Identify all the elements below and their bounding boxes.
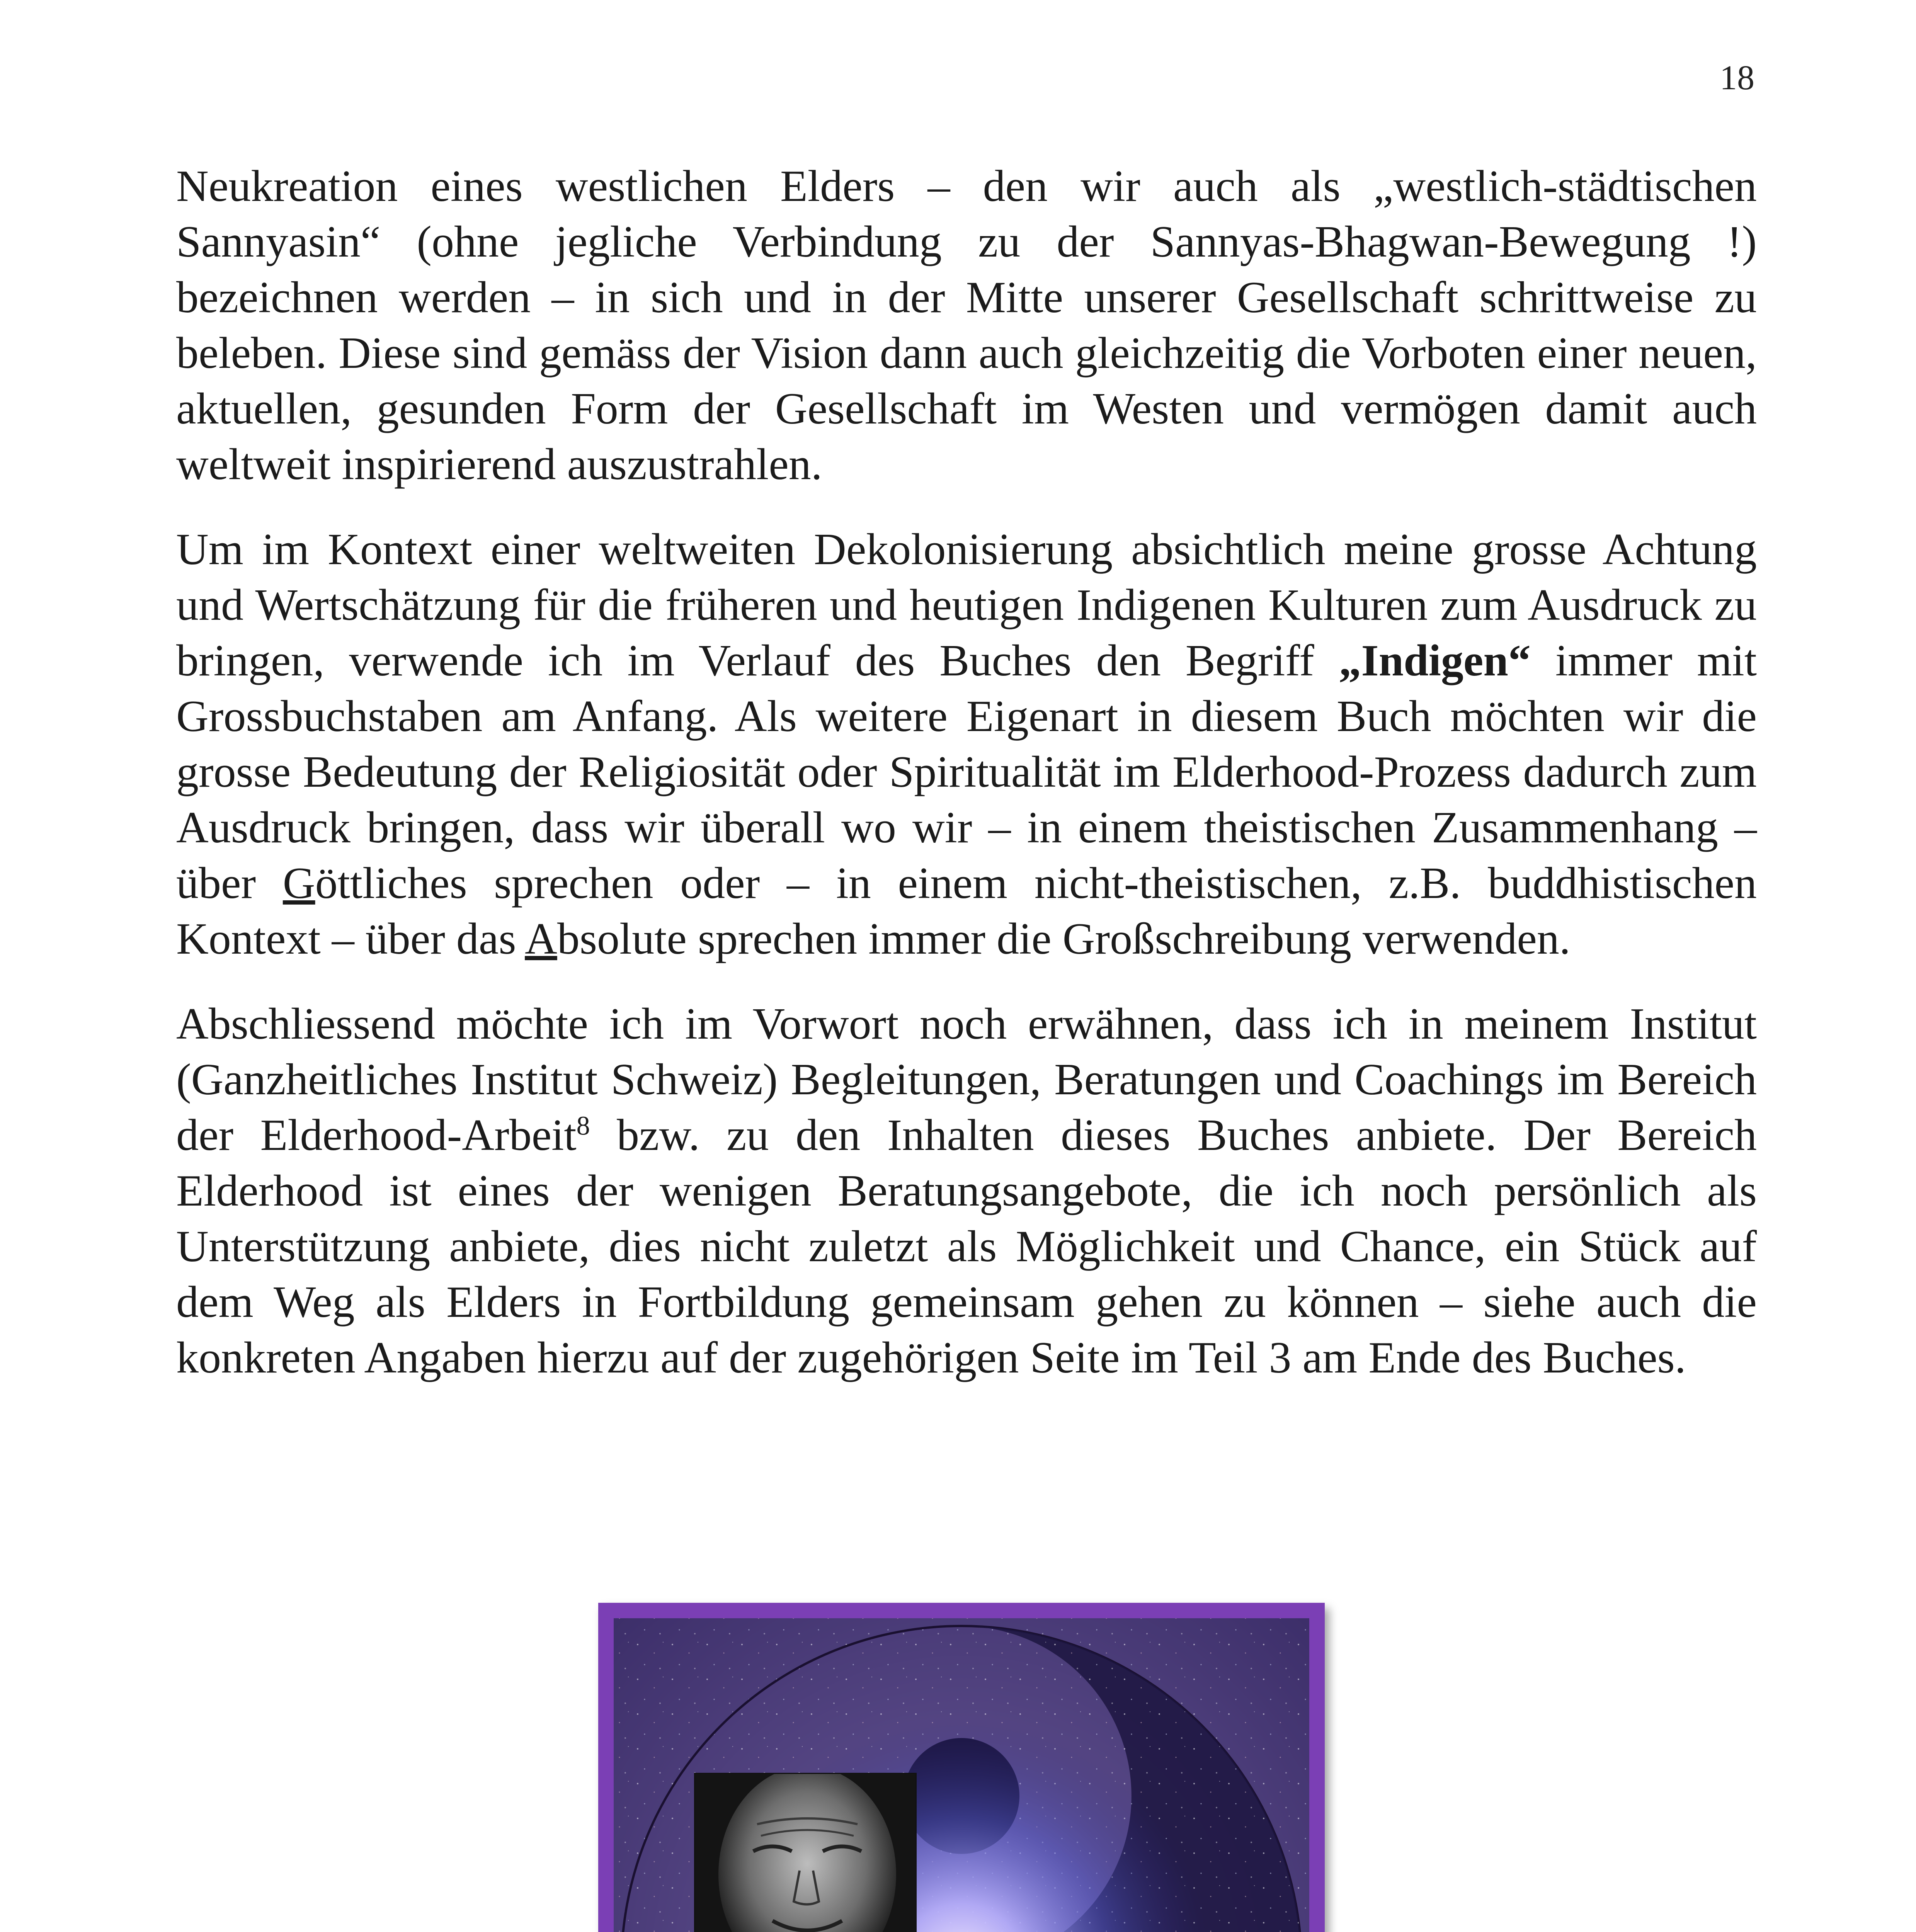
body-text xyxy=(176,158,1757,1415)
paragraph-3-text-b: bzw. zu den Inhalten dieses Buches anbiete. Der Bereich Elderhood ist eines der wenigen Beratungsangebote, die ich noch persönlich als Unterstützung anbiete, dies nicht zuletzt als Möglichkeit und Chance, ein Stück auf dem Weg als Elders in Fortbildung gemeinsam gehen zu können – siehe auch die konkreten Angaben hierzu auf der zugehörigen Seite im Teil 3 am Ende des Buches. xyxy=(176,1111,1757,1383)
paragraph-2 xyxy=(176,522,1757,967)
footnote-reference[interactable]: 8 xyxy=(576,1111,590,1141)
paragraph-3 xyxy=(176,996,1757,1386)
paragraph-2-text-c: öttliches sprechen oder – in einem nicht-theistischen, z.B. buddhistischen Kontext – über das xyxy=(176,859,1757,964)
paragraph-2-text-d: bsolute sprechen immer die Großschreibung verwenden. xyxy=(557,914,1571,964)
term-indigen: „Indigen“ xyxy=(1339,636,1531,685)
yin-yang-figure xyxy=(598,1603,1325,1932)
paragraph-3-text-a: Abschliessend möchte ich im Vorwort noch erwähnen, dass ich in meinem Institut (Ganzheitliches Institut Schweiz) Begleitungen, Beratungen und Coachings im Bereich der Elderhood-Arbeit xyxy=(176,999,1757,1160)
paragraph-2-text-a: Um im Kontext einer weltweiten Dekolonisierung absichtlich meine grosse Achtung und Wertschätzung für die früheren und heutigen Indigenen Kulturen zum Ausdruck zu bringen, verwende ich im Verlauf des Buches den Begriff xyxy=(176,525,1757,685)
paragraph-1 xyxy=(176,158,1757,492)
elder-man-photo xyxy=(694,1773,917,1932)
page-number: 18 xyxy=(1720,59,1754,97)
underlined-letter-g: G xyxy=(282,859,315,908)
underlined-letter-a: A xyxy=(525,914,557,964)
paragraph-1-text: Neukreation eines westlichen Elders – den wir auch als „westlich-städtischen Sannyasin“ (ohne jegliche Verbindung zu der Sannyas-Bhagwan-Bewegung !) bezeichnen werden – in sich und in der Mitte unserer Gesellschaft schrittweise zu beleben. Diese sind gemäss der Vision dann auch gleichzeitig die Vorboten einer neuen, aktuellen, gesunden Form der Gesellschaft im Westen und vermögen damit auch weltweit inspirierend auszustrahlen. xyxy=(176,162,1757,489)
paragraph-2-text-b: immer mit Grossbuchstaben am Anfang. Als weitere Eigenart in diesem Buch möchten wir die grosse Bedeutung der Religiosität oder Spiritualität im Elderhood-Prozess dadurch zum Ausdruck bringen, dass wir überall wo wir – in einem theistischen Zusammenhang – über xyxy=(176,636,1757,908)
